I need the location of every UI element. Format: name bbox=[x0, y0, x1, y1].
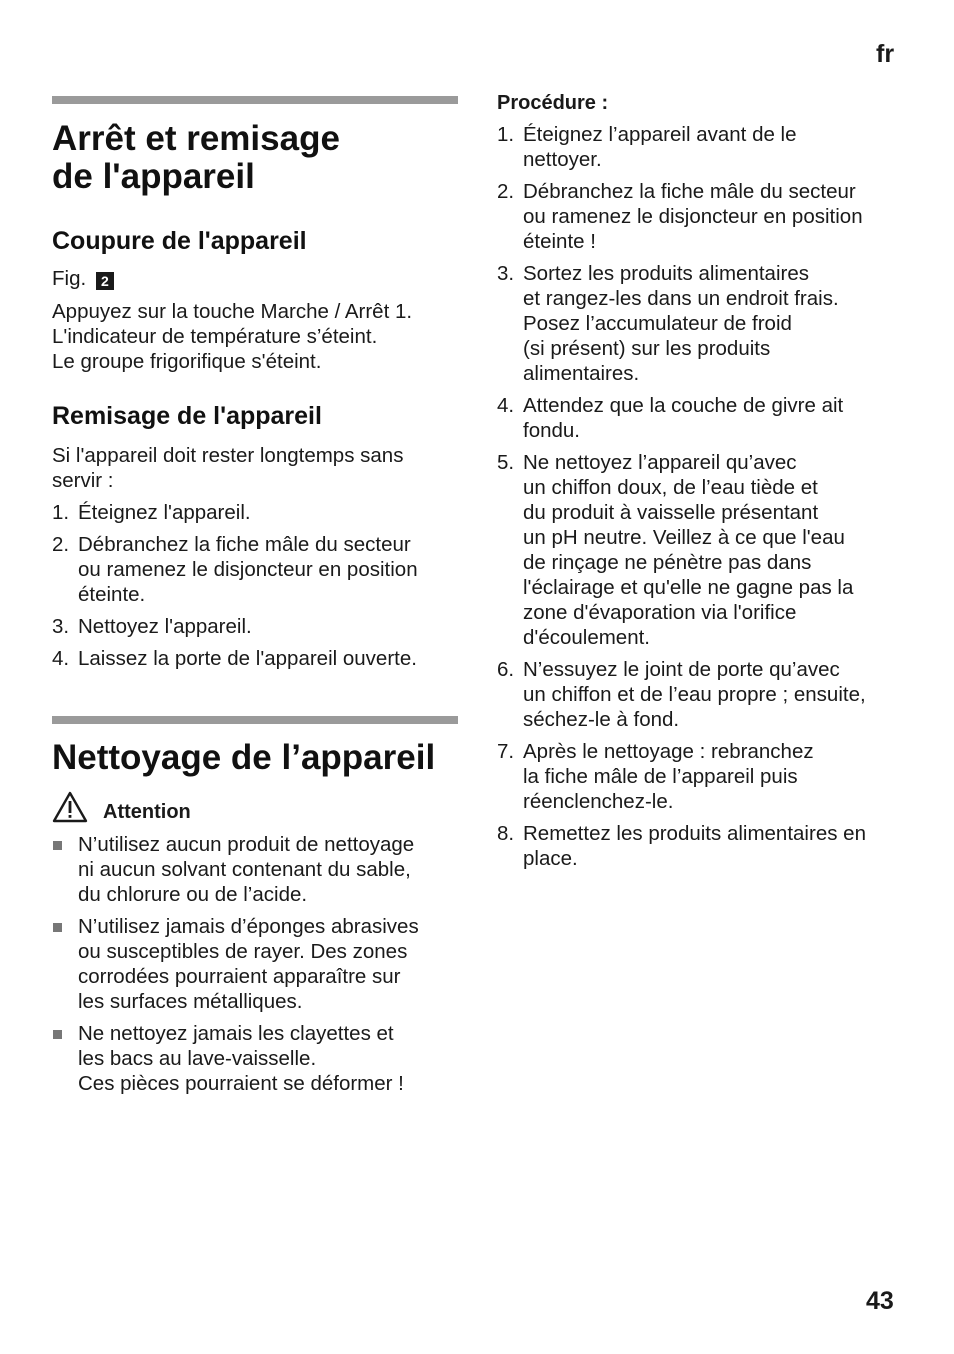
bullet-text: les bacs au lave-vaisselle. bbox=[78, 1047, 317, 1070]
step-text: Sortez les produits alimentaires bbox=[523, 262, 809, 285]
step-number: 1. bbox=[52, 501, 70, 524]
step-text: Posez l’accumulateur de froid bbox=[523, 312, 792, 335]
bullet-text: les surfaces métalliques. bbox=[78, 990, 303, 1013]
step-text: et rangez-les dans un endroit frais. bbox=[523, 287, 839, 310]
step-text: du produit à vaisselle présentant bbox=[523, 501, 819, 524]
step-text: éteinte ! bbox=[523, 230, 596, 253]
step-text: Nettoyez l'appareil. bbox=[78, 615, 252, 638]
step-text: alimentaires. bbox=[523, 362, 640, 385]
step-text: réenclenchez-le. bbox=[523, 790, 674, 813]
left-column bbox=[52, 96, 458, 1096]
step-text: Éteignez l’appareil avant de le bbox=[523, 123, 797, 146]
figure-reference bbox=[52, 266, 458, 291]
step-text: Débranchez la fiche mâle du secteur bbox=[523, 180, 856, 203]
list-item bbox=[497, 657, 907, 732]
step-number: 1. bbox=[497, 123, 515, 146]
section-title-line-2: de l'appareil bbox=[52, 157, 255, 196]
step-text: séchez-le à fond. bbox=[523, 708, 680, 731]
figure-label: Fig. bbox=[52, 267, 87, 290]
step-text: Ne nettoyez l’appareil qu’avec bbox=[523, 451, 797, 474]
list-item bbox=[497, 179, 907, 254]
attention-bullets bbox=[52, 832, 458, 1096]
step-text: place. bbox=[523, 847, 578, 870]
section-title-arret bbox=[52, 120, 458, 196]
section-divider bbox=[52, 716, 458, 724]
step-text: un pH neutre. Veillez à ce que l'eau bbox=[523, 526, 845, 549]
paragraph-line: Le groupe frigorifique s'éteint. bbox=[52, 350, 322, 373]
procedure-steps bbox=[497, 122, 907, 871]
page-number: 43 bbox=[866, 1287, 894, 1315]
right-column bbox=[497, 91, 907, 871]
paragraph-line: Appuyez sur la touche Marche / Arrêt 1. bbox=[52, 300, 413, 323]
list-item bbox=[497, 739, 907, 814]
step-text: Remettez les produits alimentaires en bbox=[523, 822, 866, 845]
paragraph-line: Si l'appareil doit rester longtemps sans bbox=[52, 444, 404, 467]
step-text: d'écoulement. bbox=[523, 626, 650, 649]
list-item bbox=[52, 532, 458, 607]
step-number: 3. bbox=[497, 262, 515, 285]
list-item bbox=[52, 1021, 458, 1096]
step-number: 2. bbox=[52, 533, 70, 556]
bullet-text: Ne nettoyez jamais les clayettes et bbox=[78, 1022, 394, 1045]
bullet-text: ou susceptibles de rayer. Des zones bbox=[78, 940, 408, 963]
step-text: Éteignez l'appareil. bbox=[78, 501, 251, 524]
step-text: Attendez que la couche de givre ait bbox=[523, 394, 844, 417]
step-text: zone d'évaporation via l'orifice bbox=[523, 601, 797, 624]
list-item bbox=[497, 393, 907, 443]
step-text: un chiffon et de l’eau propre ; ensuite, bbox=[523, 683, 866, 706]
list-item bbox=[497, 821, 907, 871]
step-number: 8. bbox=[497, 822, 515, 845]
step-text: Laissez la porte de l'appareil ouverte. bbox=[78, 647, 417, 670]
list-item bbox=[52, 832, 458, 907]
step-text: éteinte. bbox=[78, 583, 146, 606]
step-text: ou ramenez le disjoncteur en position bbox=[523, 205, 863, 228]
remisage-intro bbox=[52, 443, 458, 493]
section-divider bbox=[52, 96, 458, 104]
step-number: 6. bbox=[497, 658, 515, 681]
bullet-text: corrodées pourraient apparaître sur bbox=[78, 965, 401, 988]
step-number: 3. bbox=[52, 615, 70, 638]
list-item bbox=[497, 450, 907, 650]
step-text: Débranchez la fiche mâle du secteur bbox=[78, 533, 411, 556]
step-text: ou ramenez le disjoncteur en position bbox=[78, 558, 418, 581]
list-item bbox=[497, 261, 907, 386]
step-text: un chiffon doux, de l’eau tiède et bbox=[523, 476, 818, 499]
step-number: 5. bbox=[497, 451, 515, 474]
attention-label: Attention bbox=[103, 801, 191, 823]
square-bullet-icon bbox=[53, 1030, 62, 1039]
step-text: Après le nettoyage : rebranchez bbox=[523, 740, 814, 763]
step-text: nettoyer. bbox=[523, 148, 602, 171]
step-text: fondu. bbox=[523, 419, 580, 442]
step-text: N’essuyez le joint de porte qu’avec bbox=[523, 658, 840, 681]
bullet-text: Ces pièces pourraient se déformer ! bbox=[78, 1072, 404, 1095]
step-text: la fiche mâle de l’appareil puis bbox=[523, 765, 798, 788]
subsection-title-coupure: Coupure de l'appareil bbox=[52, 227, 307, 255]
bullet-text: N’utilisez aucun produit de nettoyage bbox=[78, 833, 415, 856]
section-title-line-1: Arrêt et remisage bbox=[52, 119, 340, 158]
list-item bbox=[497, 122, 907, 172]
step-number: 4. bbox=[52, 647, 70, 670]
paragraph-line: L'indicateur de température s’éteint. bbox=[52, 325, 378, 348]
step-number: 4. bbox=[497, 394, 515, 417]
square-bullet-icon bbox=[53, 841, 62, 850]
list-item bbox=[52, 614, 458, 639]
procedure-label: Procédure : bbox=[497, 92, 609, 114]
list-item bbox=[52, 500, 458, 525]
step-text: (si présent) sur les produits bbox=[523, 337, 771, 360]
list-item bbox=[52, 914, 458, 1014]
step-text: l'éclairage et qu'elle ne gagne pas la bbox=[523, 576, 854, 599]
bullet-text: du chlorure ou de l’acide. bbox=[78, 883, 308, 906]
figure-number-badge: 2 bbox=[96, 272, 114, 290]
step-text: de rinçage ne pénètre pas dans bbox=[523, 551, 812, 574]
step-number: 2. bbox=[497, 180, 515, 203]
coupure-paragraph bbox=[52, 299, 458, 374]
step-number: 7. bbox=[497, 740, 515, 763]
paragraph-line: servir : bbox=[52, 469, 114, 492]
subsection-title-remisage: Remisage de l'appareil bbox=[52, 402, 322, 430]
attention-notice bbox=[52, 791, 458, 825]
square-bullet-icon bbox=[53, 923, 62, 932]
language-label: fr bbox=[876, 40, 895, 68]
section-title-nettoyage: Nettoyage de l’appareil bbox=[52, 738, 436, 777]
remisage-steps bbox=[52, 500, 458, 671]
bullet-text: ni aucun solvant contenant du sable, bbox=[78, 858, 411, 881]
bullet-text: N’utilisez jamais d’éponges abrasives bbox=[78, 915, 419, 938]
warning-triangle-icon bbox=[52, 791, 88, 823]
list-item bbox=[52, 646, 458, 671]
